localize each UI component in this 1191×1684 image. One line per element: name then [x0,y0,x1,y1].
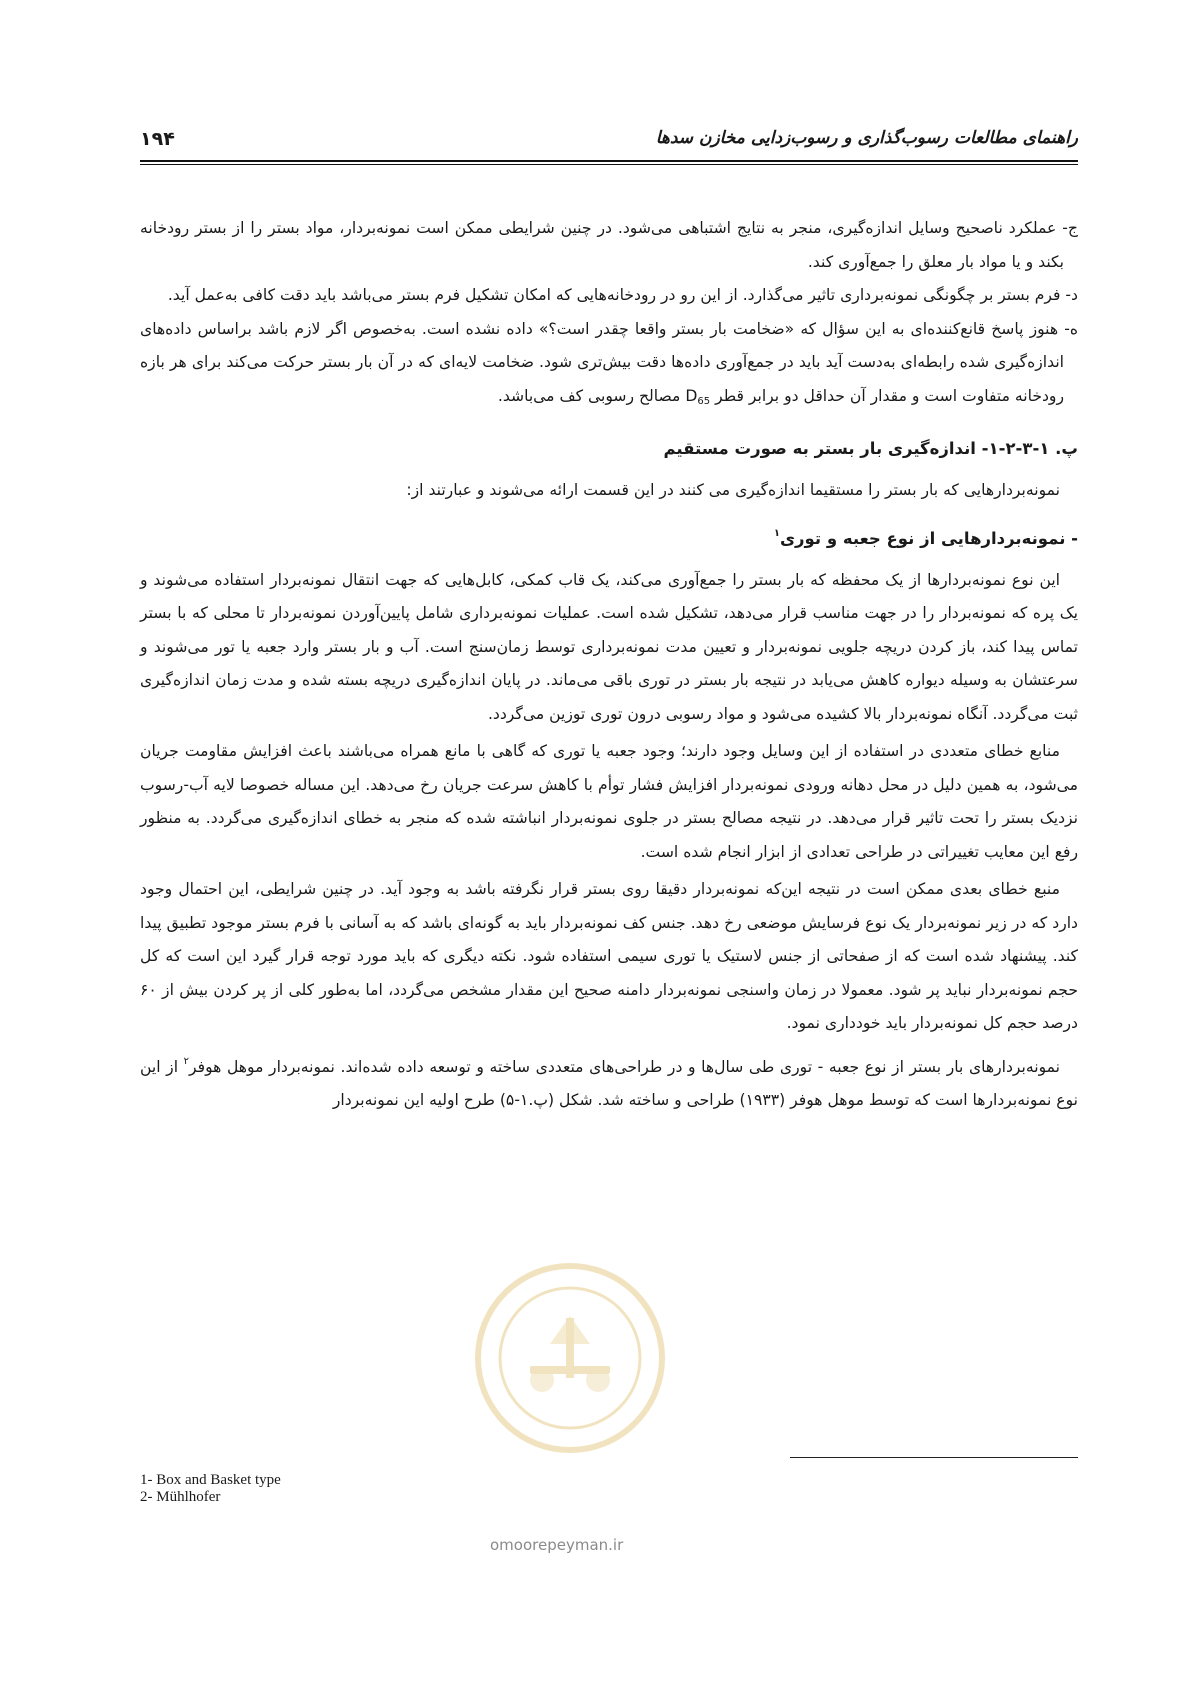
d-subscript: 65 [697,395,711,407]
header-rule-thin [140,164,1078,165]
running-title: راهنمای مطالعات رسوب‌گذاری و رسوب‌زدایی مخازن سدها [655,128,1078,148]
page-number: ۱۹۴ [140,128,175,150]
list-item-dal: د- فرم بستر بر چگونگی نمونه‌برداری تاثیر می‌گذارد. از این رو در رودخانه‌هایی که امکان تشکیل فرم بستر می‌باشد باید دقت کافی به‌عمل آید. [167,286,1078,304]
d65-symbol [685,387,710,405]
paragraph: منابع خطای متعددی در استفاده از این وسایل وجود دارند؛ وجود جعبه یا توری که گاهی با مانع همراه می‌باشند باعث افزایش مقاومت جریان می‌شود، به همین دلیل در محل دهانه ورودی نمونه‌بردار افزایش فشار توأم با کاهش سرعت جریان رخ می‌دهد. این مساله خصوصا لایه آب-رسوب نزدیک بستر را تحت تاثیر قرار می‌دهد. در نتیجه مصالح بستر در جلوی نمونه‌بردار انباشته شده که منجر به خطای اندازه‌گیری می‌گردد. به منظور رفع این معایب تغییراتی در طراحی تعدادی از ابزار انجام شده است. [140,742,1078,861]
section-intro: نمونه‌بردارهایی که بار بستر را مستقیما اندازه‌گیری می کنند در این قسمت ارائه می‌شوند و عبارتند از: [406,480,1060,499]
footnote-ref: ۱ [773,528,780,539]
page-header [140,128,1078,158]
paragraph [140,1045,1078,1118]
footnote-ref: ۲ [183,1055,190,1067]
subsection-heading-text: - نمونه‌بردارهایی از نوع جعبه و توری [779,529,1078,548]
subsection-heading [140,517,1078,556]
list-item-he-text: ه- هنوز پاسخ قانع‌کننده‌ای به این سؤال که «ضخامت بار بستر واقعا چقدر است؟» داده نشده است. به‌خصوص اگر لازم باشد براساس داده‌های اندازه‌گیری شده رابطه‌ای به‌دست آید باید در جمع‌آوری داده‌ها دقت بیش‌تری شود. ضخامت لایه‌ای که در آن بار بستر حرکت می‌کند برای هر بازه رودخانه متفاوت است و مقدار آن حداقل دو برابر قطر [140,319,1078,405]
paragraph-text: نمونه‌بردارهای بار بستر از نوع جعبه - توری طی سال‌ها و در طراحی‌های متعددی ساخته و توسعه داده شده‌اند. نمونه‌بردار موهل هوفر [189,1057,1060,1076]
header-rule [140,160,1078,162]
footnote-2: 2- Mühlhofer [140,1489,221,1505]
footnotes [140,1472,281,1506]
watermark-url: omoorepeyman.ir [490,1536,624,1554]
paragraph: این نوع نمونه‌بردارها از یک محفظه که بار بستر را جمع‌آوری می‌کند، یک قاب کمکی، کابل‌هایی که جهت انتقال نمونه‌بردار استفاده می‌شوند و یک پره که نمونه‌بردار را در جهت مناسب قرار می‌دهد، تشکیل شده است. عملیات نمونه‌برداری شامل پایین‌آوردن نمونه‌بردار تا محلی که با بستر تماس پیدا کند، باز کردن دریچه جلویی نمونه‌بردار و تعیین مدت نمونه‌برداری توسط زمان‌سنج است. آب و بار بستر وارد جعبه یا تور می‌شوند و سرعتشان به وسیله دیواره کاهش می‌یابد در نتیجه بار بستر در توری باقی می‌ماند. در پایان اندازه‌گیری دریچه بسته شده و مدت زمان اندازه‌گیری ثبت می‌گردد. آنگاه نمونه‌بردار بالا کشیده می‌شود و مواد رسوبی درون توری توزین می‌گردد. [140,570,1078,723]
footnote-rule [790,1457,1078,1458]
paragraph-text-cont: از این نوع نمونه‌بردارها است که توسط موهل هوفر (۱۹۳۳) طراحی و ساخته شد. شکل (پ.۱-۵) طرح اولیه این نمونه‌بردار [140,1057,1078,1109]
watermark-seal [470,1258,670,1458]
section-heading: پ. ۱-۳-۲-۱- اندازه‌گیری بار بستر به صورت مستقیم [663,439,1078,458]
footnote-1: 1- Box and Basket type [140,1472,281,1488]
page-body [140,212,1078,1118]
d-symbol: D [685,386,698,405]
list-item-he-text-end: مصالح رسوبی کف می‌باشد. [497,386,681,405]
list-item-he [140,313,1078,419]
list-item-jim: ج- عملکرد ناصحیح وسایل اندازه‌گیری، منجر به نتایج اشتباهی می‌شود. در چنین شرایطی ممکن است نمونه‌بردار، مواد بستر را از بستر رودخانه بکند و یا مواد بار معلق را جمع‌آوری کند. [140,219,1078,271]
paragraph: منبع خطای بعدی ممکن است در نتیجه این‌که نمونه‌بردار دقیقا روی بستر قرار نگرفته باشد به وجود آید. در چنین شرایطی، این احتمال وجود دارد که در زیر نمونه‌بردار یک نوع فرسایش موضعی رخ دهد. جنس کف نمونه‌بردار باید به گونه‌ای باشد که به آسانی با فرم بستر موجود تطبیق پیدا کند. پیشنهاد شده است که از صفحاتی از جنس لاستیک یا توری سیمی استفاده شود. نکته دیگری که باید مورد توجه قرار گیرد این است که کل حجم نمونه‌بردار نباید پر شود. معمولا در زمان واسنجی نمونه‌بردار دامنه صحیح این مقدار مشخص می‌گردد، اما به‌طور کلی از پر کردن بیش از ۶۰ درصد حجم کل نمونه‌بردار باید خودداری نمود. [140,880,1078,1032]
